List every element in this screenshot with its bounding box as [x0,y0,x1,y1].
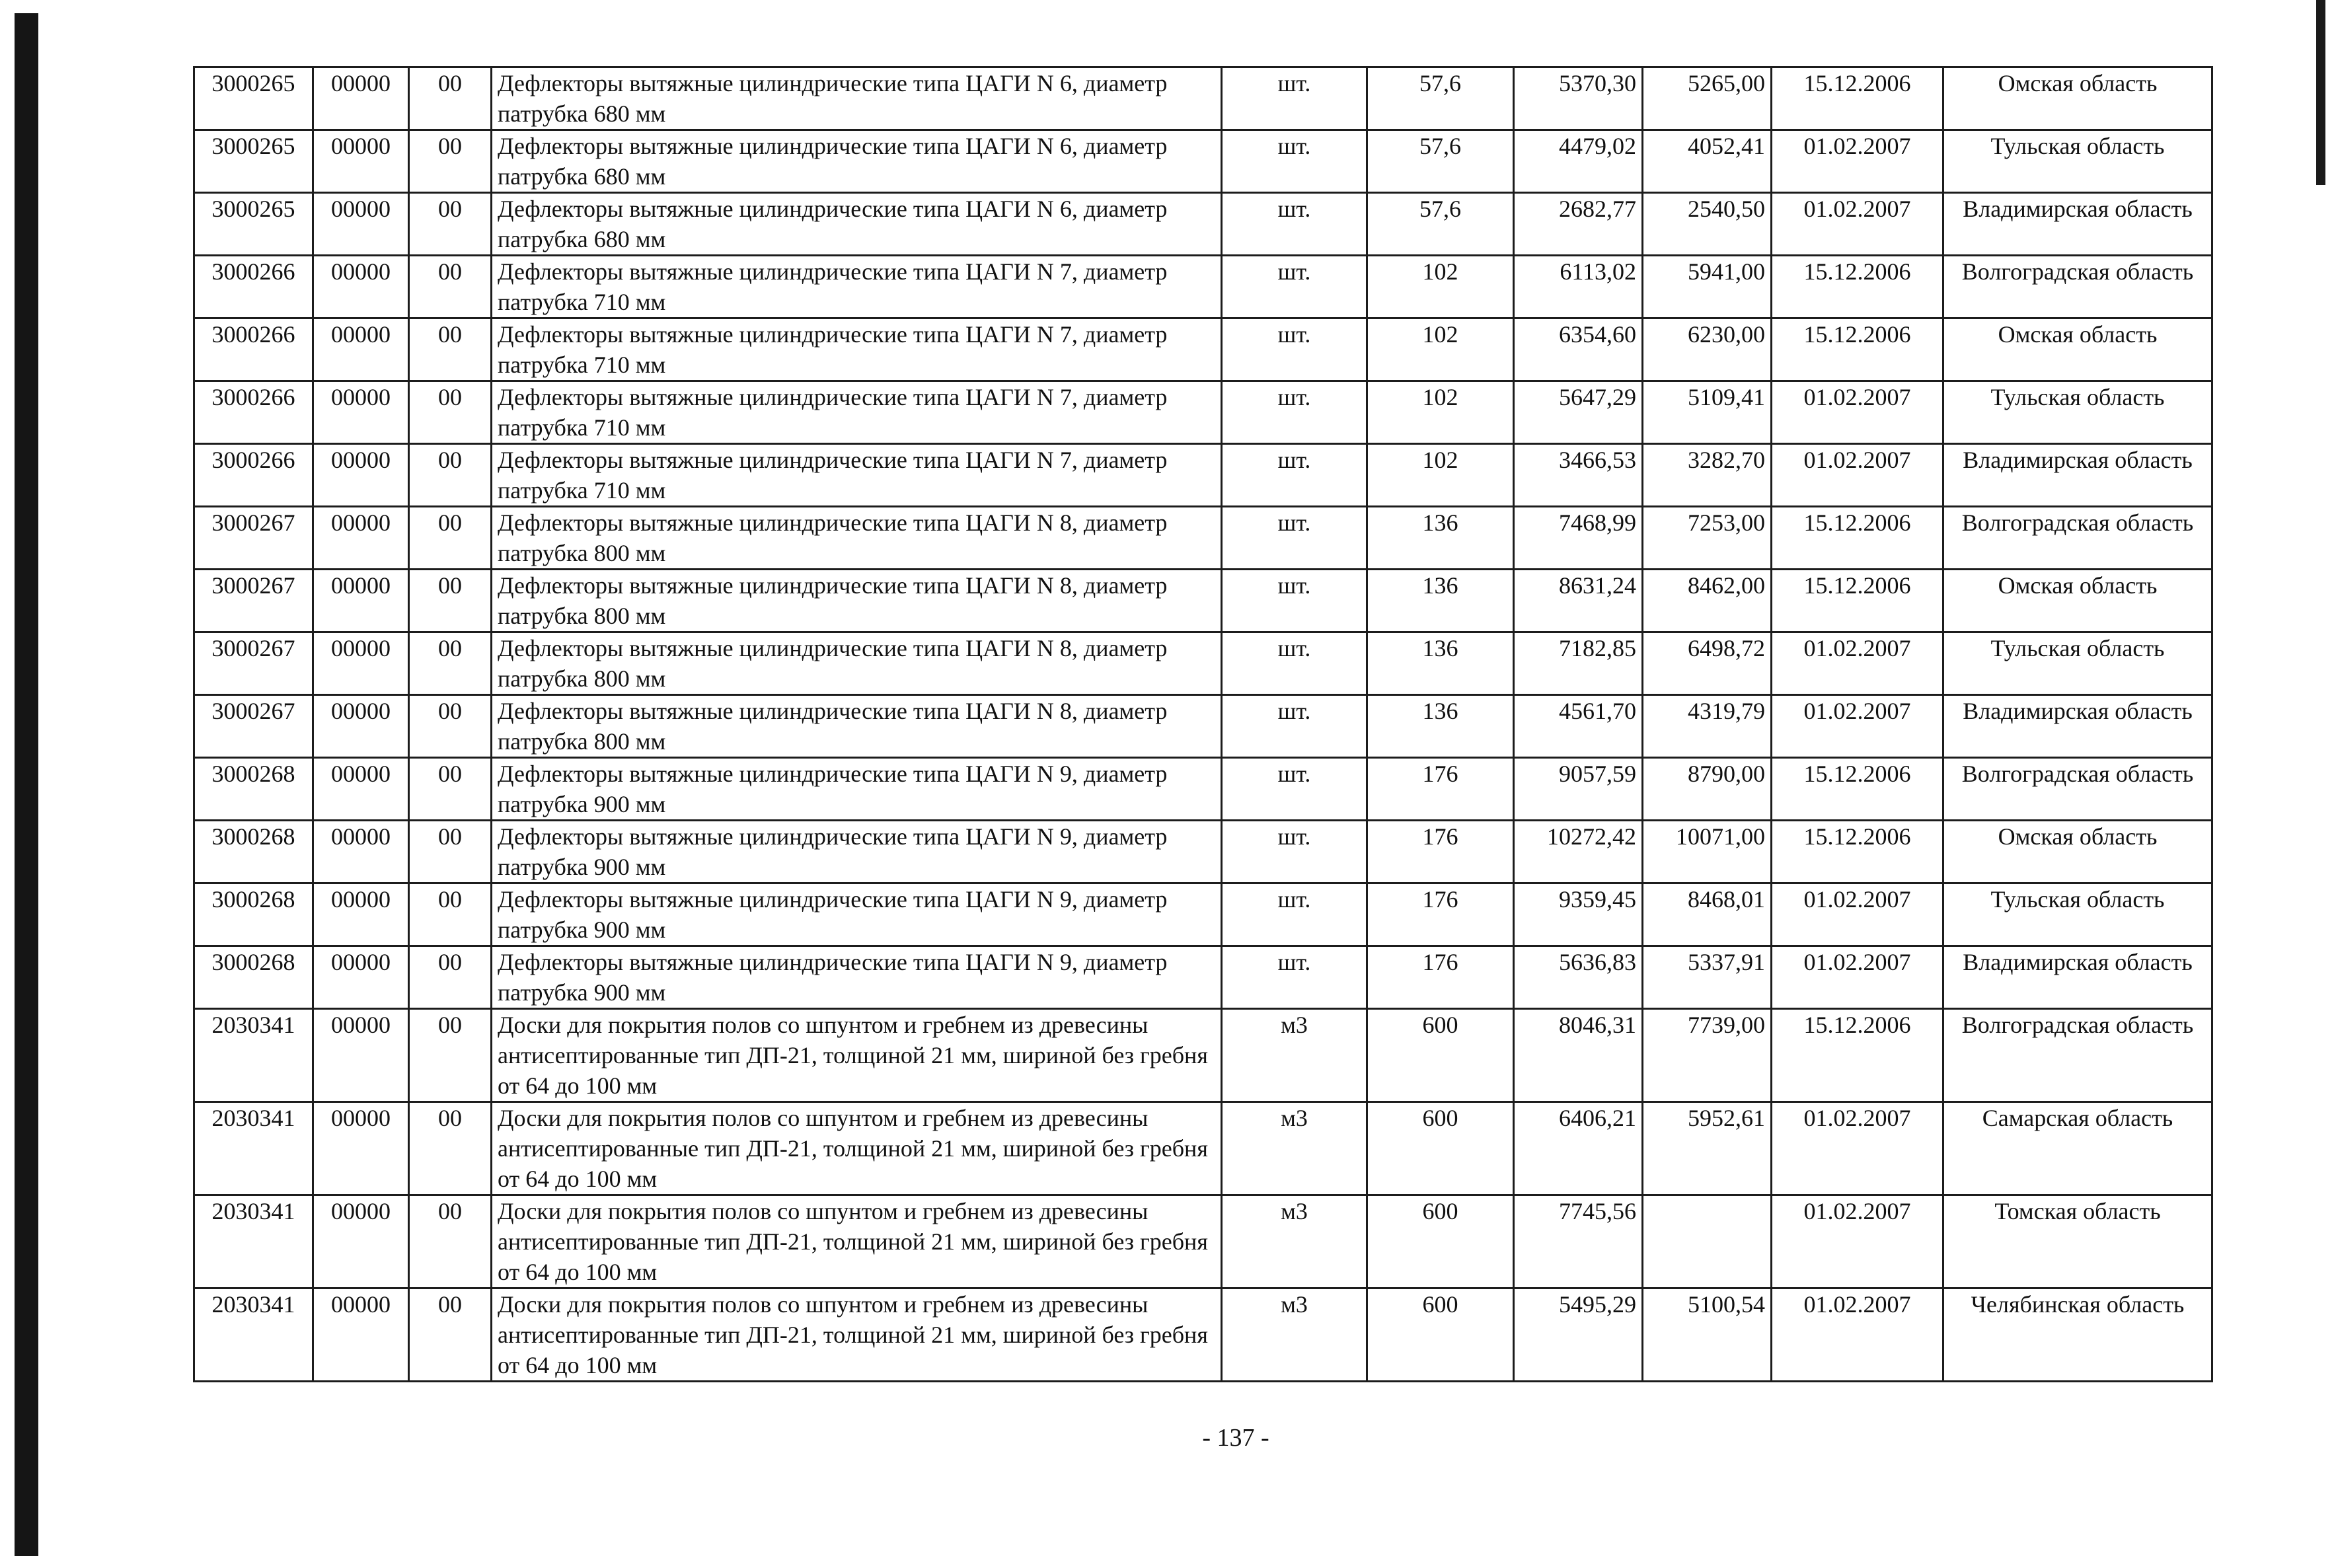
unit-cell: м3 [1222,1009,1367,1102]
resource-code-cell: 2030341 [194,1102,313,1195]
weight-cell: 102 [1367,381,1514,444]
sub-code-cell: 00000 [313,1288,409,1382]
resource-code-cell: 3000265 [194,67,313,130]
weight-cell: 600 [1367,1102,1514,1195]
table-row [194,130,2212,193]
price-with-vat-cell: 5370,30 [1514,67,1643,130]
date-cell: 01.02.2007 [1772,695,1943,758]
region-cell: Волгоградская область [1943,507,2212,570]
price-with-vat-cell: 5647,29 [1514,381,1643,444]
sub-code-cell: 00000 [313,695,409,758]
unit-cell: м3 [1222,1102,1367,1195]
sub-code-cell: 00000 [313,570,409,632]
unit-cell: шт. [1222,570,1367,632]
unit-cell: м3 [1222,1288,1367,1382]
table-row [194,883,2212,946]
sub-code-cell: 00000 [313,632,409,695]
sub-code-2-cell: 00 [409,632,492,695]
sub-code-cell: 00000 [313,444,409,507]
unit-cell: шт. [1222,318,1367,381]
table-row [194,318,2212,381]
price-without-vat-cell [1643,1195,1772,1288]
weight-cell: 102 [1367,444,1514,507]
price-without-vat-cell: 5941,00 [1643,256,1772,318]
unit-cell: шт. [1222,67,1367,130]
weight-cell: 176 [1367,946,1514,1009]
date-cell: 01.02.2007 [1772,444,1943,507]
unit-cell: шт. [1222,632,1367,695]
resource-code-cell: 3000265 [194,193,313,256]
price-without-vat-cell: 7739,00 [1643,1009,1772,1102]
price-with-vat-cell: 4479,02 [1514,130,1643,193]
date-cell: 15.12.2006 [1772,758,1943,821]
date-cell: 15.12.2006 [1772,256,1943,318]
region-cell: Тульская область [1943,130,2212,193]
sub-code-2-cell: 00 [409,444,492,507]
region-cell: Волгоградская область [1943,1009,2212,1102]
date-cell: 01.02.2007 [1772,130,1943,193]
sub-code-2-cell: 00 [409,1102,492,1195]
unit-cell: м3 [1222,1195,1367,1288]
resource-code-cell: 3000266 [194,444,313,507]
unit-cell: шт. [1222,193,1367,256]
region-cell: Омская область [1943,570,2212,632]
region-cell: Тульская область [1943,632,2212,695]
date-cell: 15.12.2006 [1772,1009,1943,1102]
weight-cell: 57,6 [1367,193,1514,256]
resource-name-cell: Доски для покрытия полов со шпунтом и гребнем из древесины антисептированные тип ДП-21, толщиной 21 мм, шириной без гребня от 64 до 100 мм [492,1102,1222,1195]
sub-code-cell: 00000 [313,256,409,318]
resource-code-cell: 2030341 [194,1009,313,1102]
date-cell: 01.02.2007 [1772,632,1943,695]
resource-name-cell: Дефлекторы вытяжные цилиндрические типа ЦАГИ N 8, диаметр патрубка 800 мм [492,507,1222,570]
region-cell: Владимирская область [1943,695,2212,758]
resource-code-cell: 3000268 [194,883,313,946]
resource-name-cell: Дефлекторы вытяжные цилиндрические типа ЦАГИ N 9, диаметр патрубка 900 мм [492,821,1222,883]
weight-cell: 600 [1367,1195,1514,1288]
resource-code-cell: 3000266 [194,318,313,381]
weight-cell: 57,6 [1367,67,1514,130]
sub-code-cell: 00000 [313,883,409,946]
price-with-vat-cell: 7468,99 [1514,507,1643,570]
unit-cell: шт. [1222,758,1367,821]
sub-code-cell: 00000 [313,381,409,444]
resource-name-cell: Доски для покрытия полов со шпунтом и гребнем из древесины антисептированные тип ДП-21, толщиной 21 мм, шириной без гребня от 64 до 100 мм [492,1195,1222,1288]
price-with-vat-cell: 7182,85 [1514,632,1643,695]
unit-cell: шт. [1222,821,1367,883]
price-without-vat-cell: 5337,91 [1643,946,1772,1009]
unit-cell: шт. [1222,883,1367,946]
region-cell: Владимирская область [1943,444,2212,507]
sub-code-2-cell: 00 [409,193,492,256]
table-row [194,1009,2212,1102]
sub-code-2-cell: 00 [409,318,492,381]
region-cell: Омская область [1943,821,2212,883]
unit-cell: шт. [1222,695,1367,758]
weight-cell: 102 [1367,318,1514,381]
resource-name-cell: Дефлекторы вытяжные цилиндрические типа ЦАГИ N 9, диаметр патрубка 900 мм [492,883,1222,946]
sub-code-2-cell: 00 [409,67,492,130]
weight-cell: 102 [1367,256,1514,318]
table-row [194,1195,2212,1288]
resource-code-cell: 3000266 [194,381,313,444]
price-without-vat-cell: 7253,00 [1643,507,1772,570]
price-with-vat-cell: 6113,02 [1514,256,1643,318]
scan-edge-right [2316,0,2325,185]
table-row [194,946,2212,1009]
unit-cell: шт. [1222,444,1367,507]
sub-code-2-cell: 00 [409,130,492,193]
scan-edge-left [15,13,38,1556]
unit-cell: шт. [1222,256,1367,318]
resource-name-cell: Дефлекторы вытяжные цилиндрические типа ЦАГИ N 8, диаметр патрубка 800 мм [492,632,1222,695]
resource-code-cell: 3000268 [194,946,313,1009]
sub-code-cell: 00000 [313,946,409,1009]
table-body [194,67,2212,1382]
resource-name-cell: Дефлекторы вытяжные цилиндрические типа ЦАГИ N 8, диаметр патрубка 800 мм [492,695,1222,758]
price-with-vat-cell: 7745,56 [1514,1195,1643,1288]
sub-code-cell: 00000 [313,758,409,821]
region-cell: Томская область [1943,1195,2212,1288]
price-without-vat-cell: 5265,00 [1643,67,1772,130]
resource-code-cell: 3000267 [194,570,313,632]
weight-cell: 176 [1367,883,1514,946]
price-without-vat-cell: 10071,00 [1643,821,1772,883]
resource-code-cell: 3000265 [194,130,313,193]
price-with-vat-cell: 10272,42 [1514,821,1643,883]
price-without-vat-cell: 5109,41 [1643,381,1772,444]
sub-code-2-cell: 00 [409,1288,492,1382]
date-cell: 01.02.2007 [1772,381,1943,444]
weight-cell: 600 [1367,1009,1514,1102]
sub-code-2-cell: 00 [409,883,492,946]
weight-cell: 176 [1367,821,1514,883]
region-cell: Владимирская область [1943,193,2212,256]
price-with-vat-cell: 8631,24 [1514,570,1643,632]
unit-cell: шт. [1222,130,1367,193]
price-table [193,66,2213,1382]
sub-code-2-cell: 00 [409,758,492,821]
price-without-vat-cell: 5100,54 [1643,1288,1772,1382]
table-row [194,821,2212,883]
table-row [194,1102,2212,1195]
region-cell: Владимирская область [1943,946,2212,1009]
date-cell: 15.12.2006 [1772,821,1943,883]
resource-name-cell: Дефлекторы вытяжные цилиндрические типа ЦАГИ N 6, диаметр патрубка 680 мм [492,130,1222,193]
resource-code-cell: 3000267 [194,695,313,758]
date-cell: 01.02.2007 [1772,946,1943,1009]
sub-code-cell: 00000 [313,193,409,256]
price-with-vat-cell: 6354,60 [1514,318,1643,381]
sub-code-2-cell: 00 [409,1195,492,1288]
date-cell: 15.12.2006 [1772,507,1943,570]
region-cell: Челябинская область [1943,1288,2212,1382]
resource-name-cell: Дефлекторы вытяжные цилиндрические типа ЦАГИ N 7, диаметр патрубка 710 мм [492,444,1222,507]
price-with-vat-cell: 5495,29 [1514,1288,1643,1382]
resource-code-cell: 3000267 [194,507,313,570]
price-with-vat-cell: 3466,53 [1514,444,1643,507]
weight-cell: 136 [1367,570,1514,632]
price-with-vat-cell: 5636,83 [1514,946,1643,1009]
resource-name-cell: Дефлекторы вытяжные цилиндрические типа ЦАГИ N 7, диаметр патрубка 710 мм [492,318,1222,381]
sub-code-cell: 00000 [313,130,409,193]
price-without-vat-cell: 2540,50 [1643,193,1772,256]
sub-code-2-cell: 00 [409,256,492,318]
table-row [194,570,2212,632]
resource-code-cell: 3000268 [194,758,313,821]
price-with-vat-cell: 9359,45 [1514,883,1643,946]
price-without-vat-cell: 8468,01 [1643,883,1772,946]
resource-name-cell: Дефлекторы вытяжные цилиндрические типа ЦАГИ N 7, диаметр патрубка 710 мм [492,381,1222,444]
unit-cell: шт. [1222,507,1367,570]
resource-code-cell: 3000267 [194,632,313,695]
resource-name-cell: Доски для покрытия полов со шпунтом и гребнем из древесины антисептированные тип ДП-21, толщиной 21 мм, шириной без гребня от 64 до 100 мм [492,1009,1222,1102]
sub-code-2-cell: 00 [409,507,492,570]
price-without-vat-cell: 5952,61 [1643,1102,1772,1195]
date-cell: 01.02.2007 [1772,1102,1943,1195]
resource-code-cell: 2030341 [194,1288,313,1382]
resource-name-cell: Дефлекторы вытяжные цилиндрические типа ЦАГИ N 9, диаметр патрубка 900 мм [492,946,1222,1009]
date-cell: 15.12.2006 [1772,570,1943,632]
region-cell: Волгоградская область [1943,256,2212,318]
table-row [194,381,2212,444]
table-row [194,256,2212,318]
resource-name-cell: Дефлекторы вытяжные цилиндрические типа ЦАГИ N 6, диаметр патрубка 680 мм [492,193,1222,256]
table-row [194,193,2212,256]
price-with-vat-cell: 4561,70 [1514,695,1643,758]
region-cell: Волгоградская область [1943,758,2212,821]
region-cell: Омская область [1943,67,2212,130]
table-row [194,632,2212,695]
sub-code-2-cell: 00 [409,1009,492,1102]
date-cell: 01.02.2007 [1772,193,1943,256]
sub-code-2-cell: 00 [409,821,492,883]
date-cell: 01.02.2007 [1772,1288,1943,1382]
price-without-vat-cell: 6230,00 [1643,318,1772,381]
unit-cell: шт. [1222,381,1367,444]
resource-name-cell: Доски для покрытия полов со шпунтом и гребнем из древесины антисептированные тип ДП-21, толщиной 21 мм, шириной без гребня от 64 до 100 мм [492,1288,1222,1382]
resource-code-cell: 3000268 [194,821,313,883]
date-cell: 01.02.2007 [1772,1195,1943,1288]
price-with-vat-cell: 2682,77 [1514,193,1643,256]
resource-name-cell: Дефлекторы вытяжные цилиндрические типа ЦАГИ N 7, диаметр патрубка 710 мм [492,256,1222,318]
region-cell: Тульская область [1943,381,2212,444]
sub-code-2-cell: 00 [409,946,492,1009]
price-with-vat-cell: 6406,21 [1514,1102,1643,1195]
sub-code-2-cell: 00 [409,570,492,632]
table-row [194,444,2212,507]
resource-code-cell: 3000266 [194,256,313,318]
price-with-vat-cell: 9057,59 [1514,758,1643,821]
resource-code-cell: 2030341 [194,1195,313,1288]
price-with-vat-cell: 8046,31 [1514,1009,1643,1102]
weight-cell: 136 [1367,632,1514,695]
date-cell: 15.12.2006 [1772,67,1943,130]
sub-code-cell: 00000 [313,1102,409,1195]
table-row [194,1288,2212,1382]
sub-code-2-cell: 00 [409,695,492,758]
sub-code-cell: 00000 [313,1009,409,1102]
unit-cell: шт. [1222,946,1367,1009]
resource-name-cell: Дефлекторы вытяжные цилиндрические типа ЦАГИ N 6, диаметр патрубка 680 мм [492,67,1222,130]
region-cell: Самарская область [1943,1102,2212,1195]
price-without-vat-cell: 4319,79 [1643,695,1772,758]
page-number: - 137 - [1202,1424,1269,1452]
price-without-vat-cell: 4052,41 [1643,130,1772,193]
weight-cell: 136 [1367,507,1514,570]
sub-code-cell: 00000 [313,67,409,130]
table-row [194,67,2212,130]
sub-code-cell: 00000 [313,318,409,381]
region-cell: Тульская область [1943,883,2212,946]
price-without-vat-cell: 3282,70 [1643,444,1772,507]
price-without-vat-cell: 6498,72 [1643,632,1772,695]
table-row [194,695,2212,758]
sub-code-cell: 00000 [313,821,409,883]
weight-cell: 136 [1367,695,1514,758]
resource-name-cell: Дефлекторы вытяжные цилиндрические типа ЦАГИ N 9, диаметр патрубка 900 мм [492,758,1222,821]
weight-cell: 176 [1367,758,1514,821]
price-without-vat-cell: 8462,00 [1643,570,1772,632]
sub-code-2-cell: 00 [409,381,492,444]
table-row [194,758,2212,821]
sub-code-cell: 00000 [313,507,409,570]
resource-name-cell: Дефлекторы вытяжные цилиндрические типа ЦАГИ N 8, диаметр патрубка 800 мм [492,570,1222,632]
table-row [194,507,2212,570]
weight-cell: 57,6 [1367,130,1514,193]
date-cell: 01.02.2007 [1772,883,1943,946]
region-cell: Омская область [1943,318,2212,381]
weight-cell: 600 [1367,1288,1514,1382]
price-without-vat-cell: 8790,00 [1643,758,1772,821]
sub-code-cell: 00000 [313,1195,409,1288]
date-cell: 15.12.2006 [1772,318,1943,381]
